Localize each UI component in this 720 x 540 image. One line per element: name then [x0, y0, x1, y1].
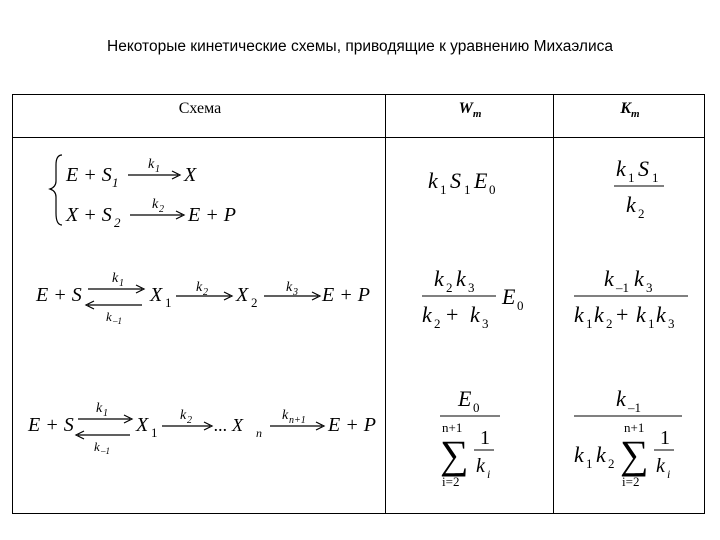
row2-wm-num-a: k [434, 266, 444, 291]
row1-km-num-a-sub: 1 [628, 170, 635, 185]
row1-line1-rate-sub: 1 [155, 164, 160, 175]
row2-km-d3-sub: 1 [648, 316, 655, 331]
row2-km-d4: k [656, 302, 666, 327]
row2-wm-den-b-sub: 3 [482, 316, 489, 331]
row1-wm-b-sub: 1 [464, 182, 471, 197]
row2-k3: k [286, 280, 293, 295]
row2-k2: k [196, 280, 203, 295]
row3-x1: X [136, 414, 149, 436]
row3-kb: k [94, 439, 100, 454]
row3-kf-sub: 1 [103, 408, 108, 419]
table-column-divider-2 [553, 94, 554, 514]
row3-kf: k [96, 401, 103, 416]
row1-km-den: k [626, 192, 636, 217]
row3-scheme [24, 395, 380, 460]
row1-km-num-b: S [638, 156, 649, 181]
row2-wm-den-a: k [422, 302, 432, 327]
table-header-divider [12, 137, 705, 138]
row2-k3-sub: 3 [293, 287, 298, 298]
row2-wm [418, 258, 548, 338]
row2-x2: X [236, 284, 249, 306]
row2-km-d2-sub: 2 [606, 316, 613, 331]
row3-k2-sub: 2 [187, 415, 192, 426]
row1-line2-left: X + S [66, 204, 112, 226]
row3-dots-xn: ... X [214, 415, 243, 435]
row2-km [568, 258, 698, 338]
row3-kb-sub: –1 [101, 446, 110, 456]
row2-km-d1: k [574, 302, 584, 327]
row2-wm-num-a-sub: 2 [446, 280, 453, 295]
row1-line1-left: E + S [66, 164, 112, 186]
row2-km-plus: + [616, 302, 629, 327]
row3-km-b-sub: 2 [608, 456, 615, 471]
row3-km-sum-bottom: i=2 [622, 474, 640, 489]
row3-wm-sum-top: n+1 [442, 420, 463, 435]
row3-start: E + S [28, 414, 74, 436]
row2-km-d1-sub: 1 [586, 316, 593, 331]
row2-wm-den-b: k [470, 302, 480, 327]
row3-km-a: k [574, 442, 584, 467]
row1-km-den-sub: 2 [638, 206, 645, 221]
row1-line1-rate: k [148, 157, 155, 172]
row1-line1-right: X [184, 164, 197, 186]
row1-line2-left-sub: 2 [114, 215, 121, 230]
row1-line2-right: E + P [188, 204, 236, 226]
row2-kb-sub: –1 [113, 316, 122, 326]
row2-x1: X [150, 284, 163, 306]
row3-km-frac-den-sub: i [667, 467, 671, 481]
row3-wm-frac-num: 1 [480, 427, 490, 449]
row3-km-sum-symbol: ∑ [620, 432, 649, 477]
row3-wm-num-sub: 0 [473, 400, 480, 415]
row2-km-num-b: k [634, 266, 644, 291]
row3-wm-sum-symbol: ∑ [440, 432, 469, 477]
row1-line2-rate: k [152, 197, 159, 212]
row2-wm-num-b-sub: 3 [468, 280, 475, 295]
row3-end: E + P [328, 414, 376, 436]
row2-kf-sub: 1 [119, 278, 124, 289]
row3-km-frac-num: 1 [660, 427, 670, 449]
row1-wm-a: k [428, 168, 438, 193]
row1-wm [420, 160, 540, 200]
row3-wm-sum-bottom: i=2 [442, 474, 460, 489]
row2-kf: k [112, 271, 119, 286]
row3-km [570, 380, 690, 500]
row2-wm-e: E [502, 284, 516, 309]
row2-wm-num-b: k [456, 266, 466, 291]
row2-km-d4-sub: 3 [668, 316, 675, 331]
row3-km-a-sub: 1 [586, 456, 593, 471]
row2-x1-sub: 1 [165, 295, 172, 310]
row1-km-num-b-sub: 1 [652, 170, 659, 185]
header-wm: $W_m$ [458, 100, 482, 121]
row1-km [600, 148, 690, 228]
row3-wm [436, 380, 526, 500]
row2-km-num-a: k [604, 266, 614, 291]
row1-line2-rate-sub: 2 [159, 204, 164, 215]
row2-k2-sub: 2 [203, 287, 208, 298]
row2-end: E + P [322, 284, 370, 306]
row3-km-num-sub: –1 [628, 400, 641, 415]
row2-wm-den-a-sub: 2 [434, 316, 441, 331]
row3-k2: k [180, 408, 187, 423]
row1-wm-b: S [450, 168, 461, 193]
table-column-divider-1 [385, 94, 386, 514]
row2-x2-sub: 2 [251, 295, 258, 310]
row3-wm-frac-den: k [476, 455, 485, 477]
row2-wm-e-sub: 0 [517, 298, 524, 313]
row1-wm-c: E [474, 168, 488, 193]
row3-kn: k [282, 408, 289, 423]
row2-scheme [30, 265, 380, 330]
row1-wm-c-sub: 0 [489, 182, 496, 197]
header-km: $K_m$ [620, 100, 640, 121]
row2-wm-den-plus: + [446, 302, 459, 327]
row1-km-num-a: k [616, 156, 626, 181]
row3-xn-sub: n [256, 426, 262, 440]
row1-wm-a-sub: 1 [440, 182, 447, 197]
row1-brace [50, 155, 62, 225]
row3-kn-sub: n+1 [289, 415, 306, 426]
row3-km-num: k [616, 386, 626, 411]
row2-km-num-b-sub: 3 [646, 280, 653, 295]
page-title: Некоторые кинетические схемы, приводящие к уравнению Михаэлиса [107, 38, 613, 55]
row3-km-sum-top: n+1 [624, 420, 645, 435]
header-scheme: Схема [178, 100, 222, 117]
row2-km-d3: k [636, 302, 646, 327]
row1-scheme [40, 145, 380, 240]
row2-km-d2: k [594, 302, 604, 327]
row3-x1-sub: 1 [151, 425, 158, 440]
row2-km-num-a-sub: –1 [616, 280, 629, 295]
row2-start: E + S [36, 284, 82, 306]
row1-line1-left-sub: 1 [112, 175, 119, 190]
row3-km-b: k [596, 442, 606, 467]
row2-kb: k [106, 309, 112, 324]
row3-wm-frac-den-sub: i [487, 467, 491, 481]
row3-km-frac-den: k [656, 455, 665, 477]
row3-wm-num: E [458, 386, 472, 411]
